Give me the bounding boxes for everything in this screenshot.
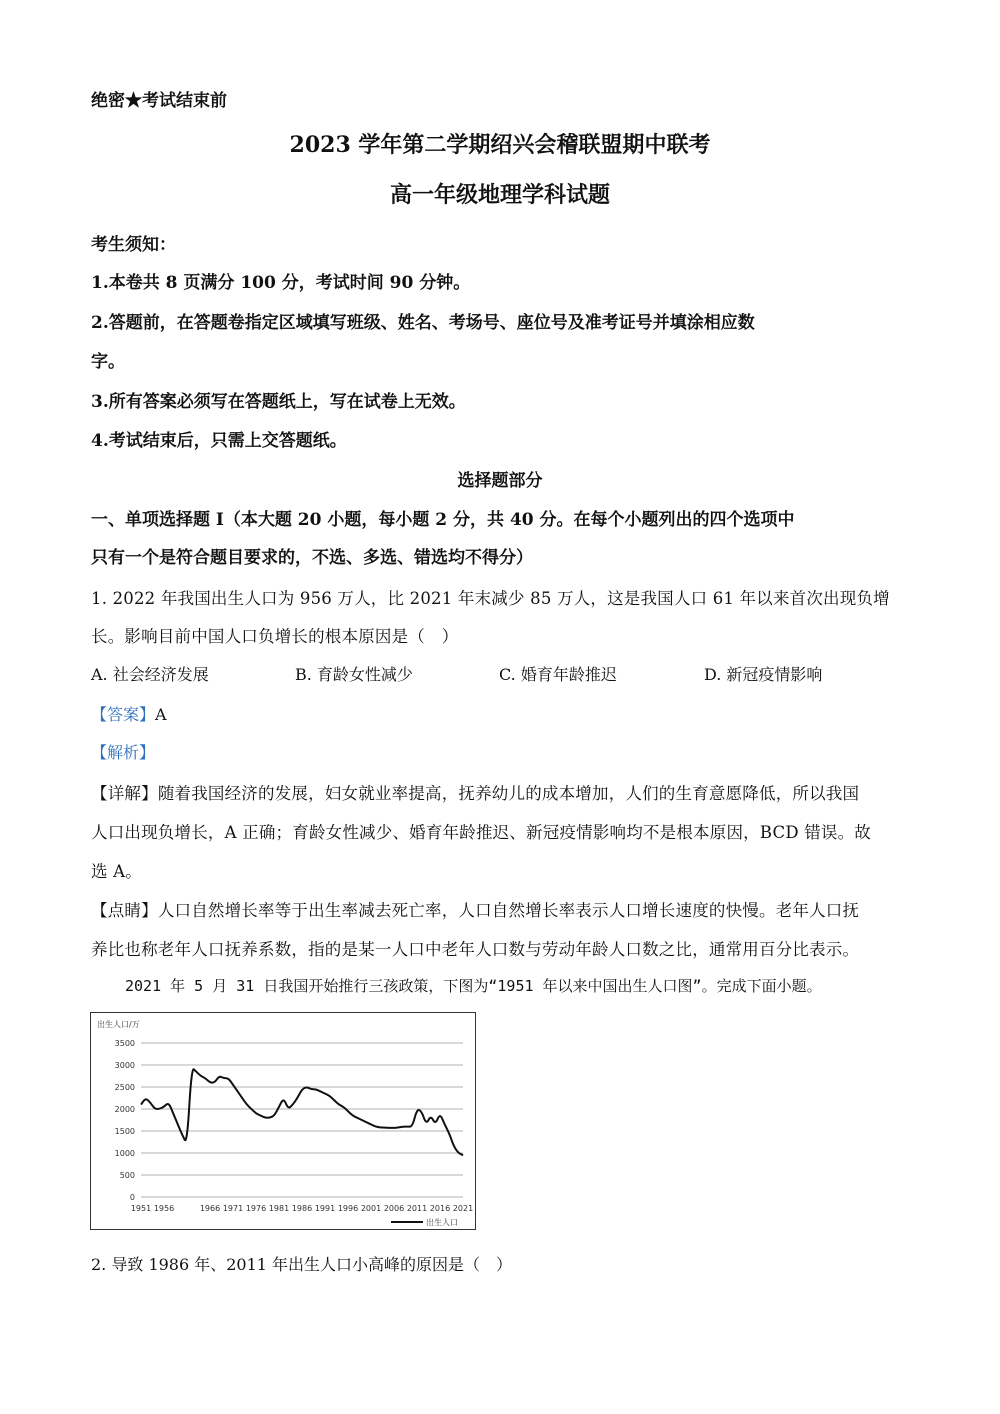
- x-tick-label: 1976: [245, 1204, 267, 1213]
- section-title: 选择题部分: [457, 471, 543, 491]
- q1-detail-line3: 选 A。: [91, 862, 142, 881]
- q1-option-d: D. 新冠疫情影响: [704, 665, 823, 684]
- q1-point-line1: [91, 897, 859, 921]
- notice-heading: 考生须知：: [91, 235, 176, 255]
- x-tick-label: 2021: [452, 1204, 474, 1213]
- part1-instructions-line1: 一、单项选择题 I（本大题 20 小题，每小题 2 分，共 40 分。在每个小题列出的四个选项中: [91, 510, 795, 530]
- x-tick-label: 1951: [130, 1204, 152, 1213]
- detail-text: 随着我国经济的发展，妇女就业率提高，抚养幼儿的成本增加，人们的生育意愿降低，所以我国: [157, 784, 860, 803]
- y-axis-label: 出生人口/万: [97, 1020, 140, 1029]
- birth-population-chart: [90, 1012, 476, 1230]
- q1-detail-line1: [91, 780, 859, 804]
- answer-tag: 【答案】: [91, 705, 156, 724]
- notice-item-1: 1.本卷共 8 页满分 100 分，考试时间 90 分钟。: [91, 273, 471, 293]
- notice-item-3: 3.所有答案必须写在答题纸上，写在试卷上无效。: [91, 392, 466, 412]
- q1-detail-line2: 人口出现负增长，A 正确；育龄女性减少、婚育年龄推迟、新冠疫情影响均不是根本原因，BCD 错误。故: [91, 823, 871, 842]
- x-tick-label: 2016: [429, 1204, 451, 1213]
- point-tag: 【点睛】: [91, 901, 158, 920]
- x-tick-label: 1991: [314, 1204, 336, 1213]
- subject-title: 高一年级地理学科试题: [389, 182, 610, 208]
- y-tick-label: 3000: [114, 1061, 135, 1070]
- notice-item-2-cont: 字。: [91, 352, 125, 372]
- detail-tag: 【详解】: [91, 784, 158, 803]
- q1-stem-line1: 1. 2022 年我国出生人口为 956 万人，比 2021 年末减少 85 万人，这是我国人口 61 年以来首次出现负增: [91, 589, 890, 608]
- legend-label: 出生人口: [426, 1218, 458, 1227]
- y-tick-label: 500: [119, 1171, 135, 1180]
- q1-stem-line2: 长。影响目前中国人口负增长的根本原因是（ ）: [91, 627, 459, 646]
- x-tick-label: 1956: [153, 1204, 175, 1213]
- part1-instructions-line2: 只有一个是符合题目要求的，不选、多选、错选均不得分）: [91, 548, 533, 568]
- x-tick-label: 1971: [222, 1204, 244, 1213]
- y-tick-label: 2500: [114, 1083, 135, 1092]
- x-tick-label: 2001: [360, 1204, 382, 1213]
- q1-answer: [91, 702, 167, 725]
- x-tick-label: 1981: [268, 1204, 290, 1213]
- point-text: 人口自然增长率等于出生率减去死亡率，人口自然增长率表示人口增长速度的快慢。老年人口抚: [157, 901, 860, 920]
- x-tick-label: 1996: [337, 1204, 359, 1213]
- q1-point-line2: 养比也称老年人口抚养系数，指的是某一人口中老年人口数与劳动年龄人口数之比，通常用百分比表示。: [91, 940, 860, 959]
- y-tick-label: 1000: [114, 1149, 135, 1158]
- chart-svg: [91, 1013, 475, 1229]
- notice-item-2: 2.答题前，在答题卷指定区域填写班级、姓名、考场号、座位号及准考证号并填涂相应数: [91, 313, 755, 333]
- x-tick-label: 1986: [291, 1204, 313, 1213]
- answer-value: A: [155, 705, 167, 724]
- y-tick-label: 2000: [114, 1105, 135, 1114]
- q1-option-b: B. 育龄女性减少: [295, 665, 413, 684]
- x-tick-label: 2011: [406, 1204, 428, 1213]
- q2-stem-line1: 2. 导致 1986 年、2011 年出生人口小高峰的原因是（ ）: [91, 1255, 513, 1274]
- y-tick-label: 1500: [114, 1127, 135, 1136]
- analysis-tag: 【解析】: [91, 743, 156, 762]
- notice-item-4: 4.考试结束后，只需上交答题纸。: [91, 431, 347, 451]
- confidential-label: 绝密★考试结束前: [91, 91, 227, 111]
- exam-title: 2023 学年第二学期绍兴会稽联盟期中联考: [289, 132, 711, 158]
- q1-option-c: C. 婚育年龄推迟: [499, 665, 617, 684]
- y-tick-label: 3500: [114, 1039, 135, 1048]
- series-line-birth-population: [141, 1069, 463, 1155]
- y-tick-label: 0: [129, 1193, 135, 1202]
- x-tick-label: 2006: [383, 1204, 405, 1213]
- chart-intro: 2021 年 5 月 31 日我国开始推行三孩政策，下图为“1951 年以来中国出生人口图”。完成下面小题。: [125, 977, 822, 995]
- q1-option-a: A. 社会经济发展: [91, 665, 209, 684]
- x-tick-label: 1966: [199, 1204, 221, 1213]
